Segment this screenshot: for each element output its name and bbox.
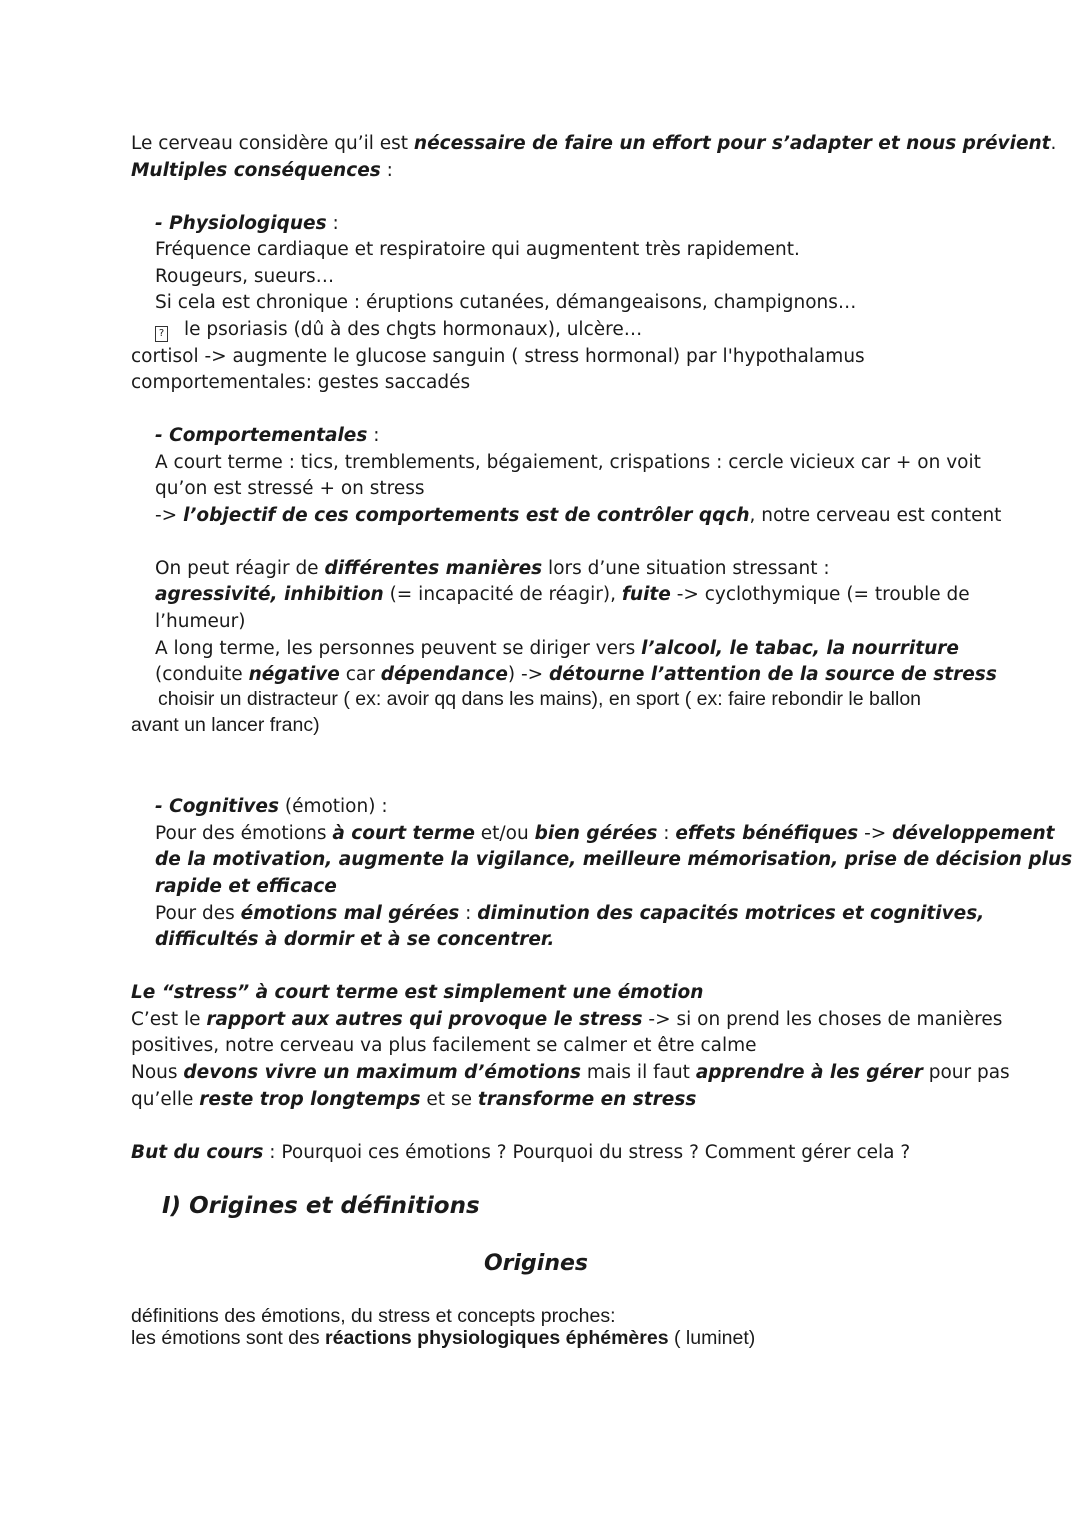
- physio-line-5: cortisol -> augmente le glucose sanguin ( stress hormonal) par l'hypothalamus: [131, 346, 865, 367]
- cogn-line-3: rapide et efficace: [155, 876, 337, 897]
- comport-line-8: (conduite négative car dépendance) -> détourne l’attention de la source de stress: [155, 664, 997, 685]
- comport-line-1: A court terme : tics, tremblements, bégaiement, crispations : cercle vicieux car + on voit: [155, 452, 981, 473]
- definitions-line-1: définitions des émotions, du stress et concepts proches:: [131, 1305, 616, 1327]
- cogn-line-4: Pour des émotions mal gérées : diminution des capacités motrices et cognitives,: [155, 903, 985, 924]
- intro-line-1: Le cerveau considère qu’il est nécessaire de faire un effort pour s’adapter et nous prévient.: [131, 133, 1057, 154]
- comport-title: - Comportementales :: [155, 425, 380, 446]
- summary-line-1: Le “stress” à court terme est simplement une émotion: [131, 982, 704, 1003]
- comport-line-6: l’humeur): [155, 611, 246, 632]
- comport-line-9: choisir un distracteur ( ex: avoir qq dans les mains), en sport ( ex: faire rebondir le ballon: [158, 688, 922, 710]
- comport-line-7: A long terme, les personnes peuvent se diriger vers l’alcool, le tabac, la nourriture: [155, 638, 959, 659]
- physio-line-4: ? le psoriasis (dû à des chgts hormonaux), ulcère…: [155, 317, 642, 343]
- comport-line-10: avant un lancer franc): [131, 714, 320, 736]
- section-subheading: Origines: [483, 1251, 589, 1276]
- intro-line-2: Multiples conséquences :: [131, 160, 393, 181]
- physio-line-2: Rougeurs, sueurs…: [155, 266, 335, 287]
- physio-title: - Physiologiques :: [155, 213, 339, 234]
- section-heading: I) Origines et définitions: [162, 1193, 480, 1219]
- physio-line-1: Fréquence cardiaque et respiratoire qui augmentent très rapidement.: [155, 239, 800, 260]
- cogn-title: - Cognitives (émotion) :: [155, 796, 388, 817]
- missing-glyph-icon: ?: [155, 326, 168, 342]
- physio-line-3: Si cela est chronique : éruptions cutanées, démangeaisons, champignons…: [155, 292, 857, 313]
- cogn-line-2: de la motivation, augmente la vigilance, meilleure mémorisation, prise de décision plus: [155, 849, 1073, 870]
- summary-line-4: Nous devons vivre un maximum d’émotions mais il faut apprendre à les gérer pour pas: [131, 1062, 1010, 1083]
- comport-line-4: On peut réagir de différentes manières lors d’une situation stressant :: [155, 558, 830, 579]
- summary-line-3: positives, notre cerveau va plus facilement se calmer et être calme: [131, 1035, 757, 1056]
- comport-line-3: -> l’objectif de ces comportements est de contrôler qqch, notre cerveau est content: [155, 505, 1002, 526]
- cogn-line-1: Pour des émotions à court terme et/ou bien gérées : effets bénéfiques -> développement: [155, 823, 1055, 844]
- physio-line-6: comportementales: gestes saccadés: [131, 372, 471, 393]
- summary-line-2: C’est le rapport aux autres qui provoque le stress -> si on prend les choses de manières: [131, 1009, 1003, 1030]
- comport-line-2: qu’on est stressé + on stress: [155, 478, 425, 499]
- cogn-line-5: difficultés à dormir et à se concentrer.: [155, 929, 555, 950]
- summary-line-5: qu’elle reste trop longtemps et se transforme en stress: [131, 1089, 697, 1110]
- definitions-line-2: les émotions sont des réactions physiologiques éphémères ( luminet): [131, 1327, 756, 1349]
- course-goal: But du cours : Pourquoi ces émotions ? Pourquoi du stress ? Comment gérer cela ?: [131, 1142, 911, 1163]
- comport-line-5: agressivité, inhibition (= incapacité de réagir), fuite -> cyclothymique (= trouble de: [155, 584, 970, 605]
